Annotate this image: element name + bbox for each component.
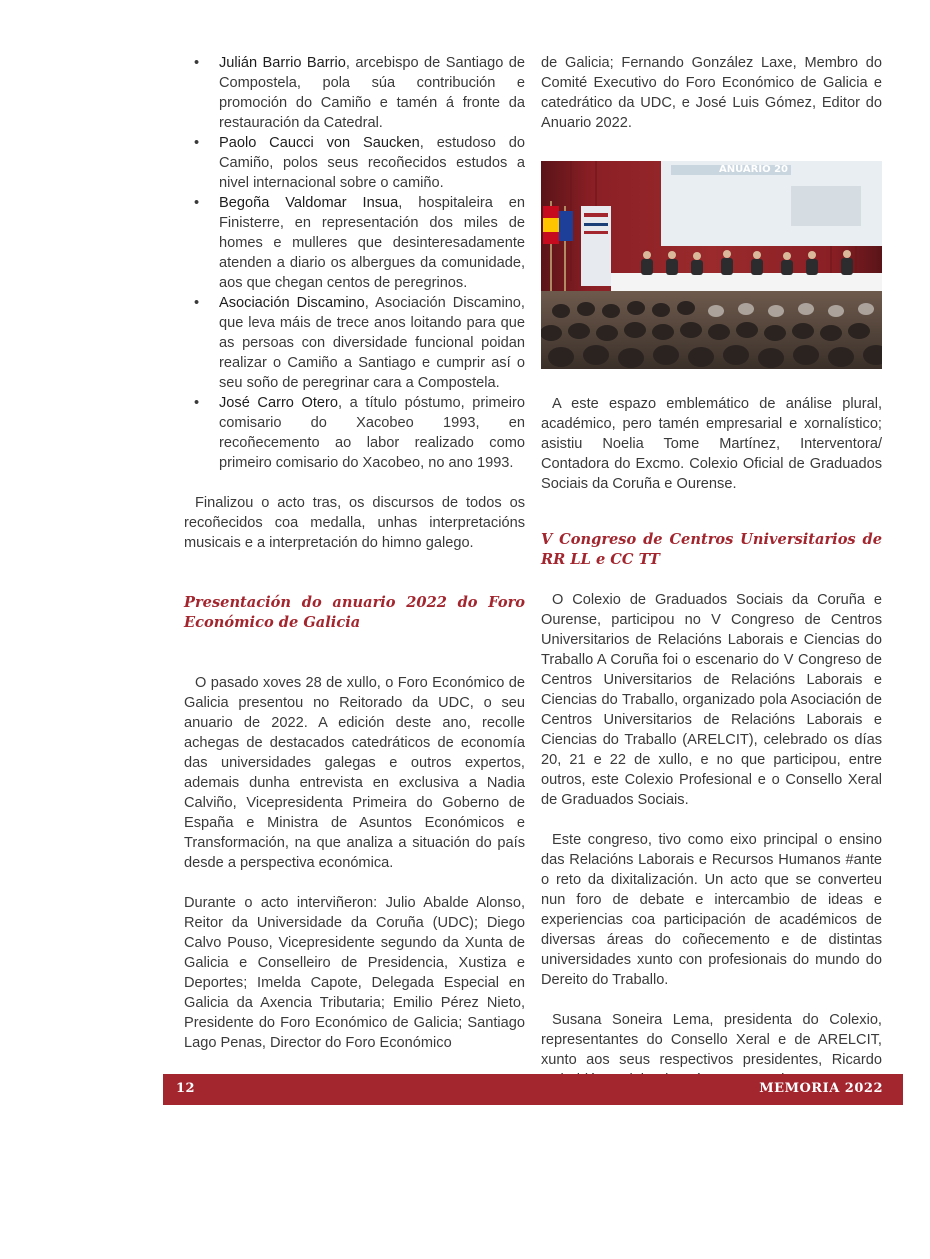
bullet-icon: • [194, 395, 200, 411]
anuario-paragraph-2: Durante o acto interviñeron: Julio Abalde Alonso, Reitor da Universidade da Coruña (UDC); Diego Calvo Pouso, Vicepresidente segundo da Xunta de Galicia e Conselleiro de Presidencia, Xustiza e Deportes; Imelda Capote, Delegada Especial en Galicia da Axencia Tributaria; Emilio Pérez Nieto, Presidente do Foro Económico de Galicia; Santiago Lago Penas, Director do Foro Económico [184, 895, 525, 1051]
list-item [184, 193, 525, 293]
honoree-name: Paolo Caucci von Saucken [219, 135, 420, 151]
honoree-name: José Carro Otero [219, 395, 339, 411]
continuation-paragraph: de Galicia; Fernando González Laxe, Membro do Comité Executivo do Foro Económico de Galicia e catedrático da UDC, e José Luis Gómez, Editor do Anuario 2022. [541, 55, 882, 131]
left-column [184, 53, 525, 1053]
bullet-icon: • [194, 55, 200, 71]
conference-photo-image [541, 161, 882, 369]
honoree-text: , hospitaleira en Finisterre, en representación dos miles de homes e mulleres que desinteresadamente atenden a diario os albergues da comunidade, aos que chegan centos de peregrinos. [219, 195, 525, 291]
bullet-icon: • [194, 295, 200, 311]
page-number: 12 [176, 1081, 196, 1096]
section-title-congreso: V Congreso de Centros Universitarios de RR LL e CC TT [541, 531, 882, 568]
section-title-anuario: Presentación do anuario 2022 do Foro Económico de Galicia [184, 594, 525, 631]
honorees-list [184, 53, 525, 473]
honoree-name: Asociación Discamino [219, 295, 365, 311]
honoree-text: , estudoso do Camiño, polos seus recoñecidos estudos a nivel internacional sobre o camiño. [219, 135, 525, 191]
bullet-icon: • [194, 195, 200, 211]
congreso-paragraph-2: Este congreso, tivo como eixo principal o ensino das Relacións Laborais e Recursos Humanos #ante o reto da dixitalización. Un acto que se converteu nun foro de debate e intercambio de ideas e experiencias coa participación de académicos de diversas áreas do coñecemento e de distintas universidades xunto con profesionais do mundo do Dereito do Traballo. [541, 832, 882, 988]
congreso-paragraph-1: O Colexio de Graduados Sociais da Coruña e Ourense, participou no V Congreso de Centros Universitarios de Relacións Laborais e Ciencias do Traballo A Coruña foi o escenario do V Congreso de Centros Universitarios de Relacións Laborais e Ciencias do Traballo, organizado pola Asociación de Centros Universitarios de Relacións Laborais e Ciencias do Traballo (ARELCIT), celebrado os días 20, 21 e 22 de xullo, e no que participou, entre outros, este Colexio Profesional e o Consello Xeral de Graduados Sociais. [541, 592, 882, 808]
honoree-name: Begoña Valdomar Insua [219, 195, 399, 211]
honoree-text: , Asociación Discamino, que leva máis de trece anos loitando para que as persoas con diversidade funcional poidan realizar o Camiño a Santiago e cumprir así o seu soño de peregrinar cara a Compostela. [219, 295, 525, 391]
list-item [184, 133, 525, 193]
congreso-paragraph-3: Susana Soneira Lema, presidenta do Colexio, representantes do Consello Xeral e de ARELCIT, xunto aos seus respectivos presidentes, Ricardo [541, 1012, 882, 1068]
list-item [184, 293, 525, 393]
honoree-text: , a título póstumo, primeiro comisario do Xacobeo 1993, en recoñecemento ao labor realizado como primeiro comisario do Xacobeo, no ano 1993. [219, 395, 525, 471]
event-photo [541, 161, 882, 369]
page-footer [163, 1074, 903, 1105]
anuario-paragraph-1: O pasado xoves 28 de xullo, o Foro Económico de Galicia presentou no Reitorado da UDC, o seu anuario de 2022. A edición deste ano, recolle achegas de destacados catedráticos de economía das universidades galegas e outros expertos, ademais dunha entrevista en exclusiva a Nadia Calviño, Vicepresidenta Primeira do Goberno de España e Ministra de Asuntos Económicos e Transformación, na que analiza a situación do país desde a perspectiva económica. [184, 675, 525, 871]
list-item [184, 53, 525, 133]
honoree-text: , arcebispo de Santiago de Compostela, pola súa contribución e promoción do Camiño e tamén á fronte da restauración da Catedral. [219, 55, 525, 131]
list-item [184, 393, 525, 473]
running-title: MEMORIA 2022 [759, 1081, 883, 1096]
honoree-name: Julián Barrio Barrio [219, 55, 346, 71]
closing-paragraph: Finalizou o acto tras, os discursos de todos os recoñecidos coa medalla, unhas interpretacións musicais e a interpretación do himno galego. [184, 495, 525, 551]
screen-text: ANUARIO 20 [719, 164, 788, 175]
right-column [541, 53, 882, 1090]
after-photo-paragraph: A este espazo emblemático de análise plural, académico, pero tamén empresarial e xornalístico; asistiu Noelia Tome Martínez, Interventora/ Contadora do Excmo. Colexio Oficial de Graduados Sociais da Coruña e Ourense. [541, 396, 882, 492]
bullet-icon: • [194, 135, 200, 151]
